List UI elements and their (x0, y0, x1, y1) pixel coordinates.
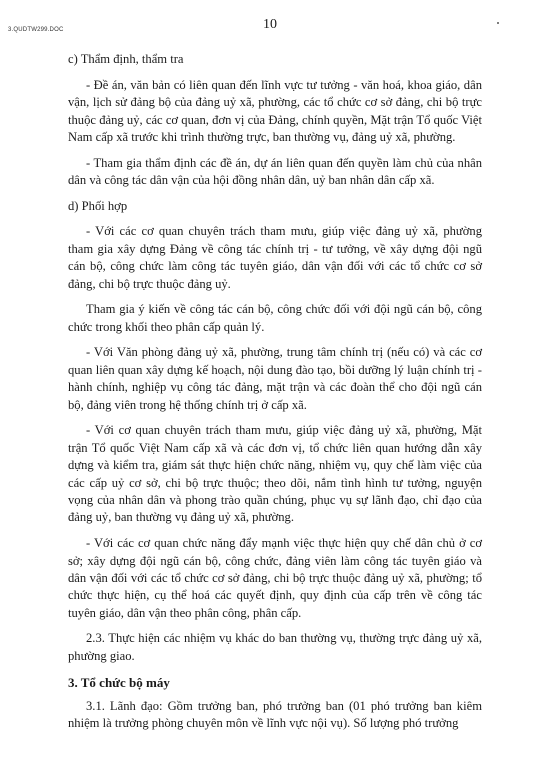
paragraph: - Tham gia thẩm định các đề án, dự án liên quan đến quyền làm chủ của nhân dân và công tác dân vận của hội đồng nhân dân, uỷ ban nhân dân cấp xã. (68, 155, 482, 188)
section-3-heading: 3. Tổ chức bộ máy (68, 674, 170, 690)
paragraph: - Với các cơ quan chuyên trách tham mưu, giúp việc đảng uỷ xã, phường tham gia xây dựng Đảng về công tác chính trị - tư tưởng, về xây dựng đội ngũ cán bộ, công chức làm công tác tuyên giáo, dân vận đối với các tổ chức cơ sở đảng, chi bộ trực thuộc đảng uỷ. (68, 224, 482, 291)
paragraph: 2.3. Thực hiện các nhiệm vụ khác do ban thường vụ, thường trực đảng uỷ xã, phường giao. (68, 631, 482, 663)
paragraph: - Với Văn phòng đảng uỷ xã, phường, trung tâm chính trị (nếu có) và các cơ quan liên quan xây dựng kế hoạch, nội dung đào tạo, bồi dưỡng lý luận chính trị - hành chính, nghiệp vụ công tác đảng, mặt trận và các đoàn thể cho đội ngũ cán bộ, đảng viên trong hệ thống chính trị ở cấp xã. (68, 345, 482, 412)
paragraph: - Với các cơ quan chức năng đẩy mạnh việc thực hiện quy chế dân chủ ở cơ sở; xây dựng đội ngũ cán bộ, công chức, đảng viên làm công tác tuyên giáo và dân vận đối với các tổ chức cơ sở đảng, chi bộ trực thuộc đảng uỷ xã, phường; tổ chức thực hiện, cụ thể hoá các quyết định, quy định của cấp trên về công tác tuyên giáo, dân vận theo phân công, phân cấp. (68, 536, 482, 620)
paragraph: Tham gia ý kiến về công tác cán bộ, công chức đối với đội ngũ cán bộ, công chức trong khối theo phân cấp quản lý. (68, 302, 482, 334)
section-d-heading: d) Phối hợp (68, 198, 128, 213)
paragraph: - Với cơ quan chuyên trách tham mưu, giúp việc đảng uỷ xã, phường, Mặt trận Tổ quốc Việt Nam cấp xã và các đơn vị, tổ chức liên quan hướng dẫn xây dựng và kiểm tra, giám sát thực hiện chức năng, nhiệm vụ, quy chế làm việc của các cấp uỷ cơ sở, chi bộ trực thuộc; theo dõi, nắm tình hình tư tưởng, nguyện vọng của nhân dân và phong trào quần chúng, phục vụ sự lãnh đạo, chỉ đạo của đảng uỷ, ban thường vụ đảng uỷ xã, phường. (68, 423, 482, 525)
paragraph: 3.1. Lãnh đạo: Gồm trưởng ban, phó trưởng ban (01 phó trưởng ban kiêm nhiệm là trưởng phòng chuyên môn về lĩnh vực nội vụ). Số lượng phó trưởng (68, 698, 482, 731)
section-c-heading: c) Thẩm định, thẩm tra (68, 52, 184, 66)
document-body (68, 51, 482, 741)
paragraph: - Đề án, văn bản có liên quan đến lĩnh vực tư tưởng - văn hoá, khoa giáo, dân vận, lịch sử đảng bộ của đảng uỷ xã, phường, các tổ chức cơ sở đảng, chi bộ trực thuộc đảng uỷ, các cơ quan, đơn vị của Đảng, chính quyền, Mặt trận Tổ quốc Việt Nam cấp xã trước khi trình thường trực, ban thường vụ, đảng uỷ xã, phường. (68, 77, 482, 144)
scan-speck (497, 22, 499, 24)
page-number: 10 (263, 17, 277, 32)
file-label: 3.QUDTW299.DOC (8, 27, 64, 33)
